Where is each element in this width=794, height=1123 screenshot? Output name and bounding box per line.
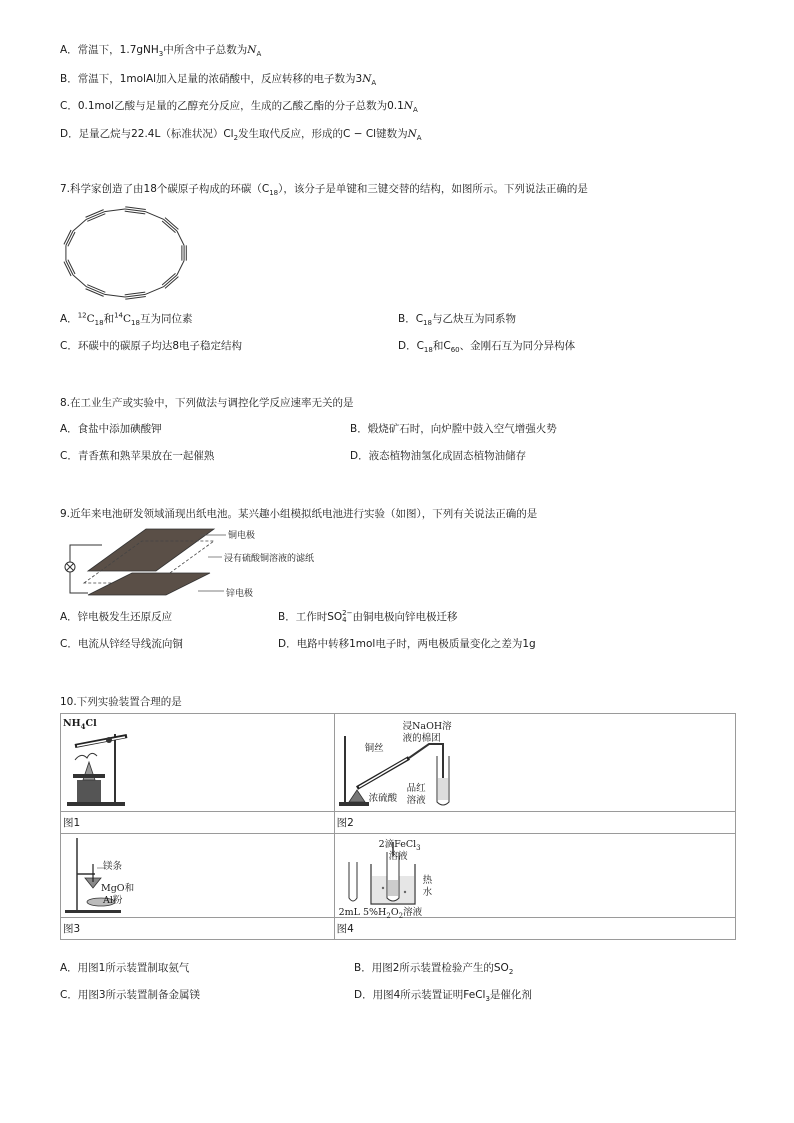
triple-bond-line	[165, 218, 178, 230]
triple-bond-line	[162, 273, 175, 285]
label-zinc-electrode: 锌电极	[226, 589, 254, 599]
q6-option-a: A．常温下，1.7gNH$_3$中所含中子总数为$N_A$	[60, 44, 262, 59]
q9-option-d: D．电路中转移1mol电子时，两电极质量变化之差为1g	[278, 638, 536, 650]
q9-option-c: C．电流从锌经导线流向铜	[60, 638, 183, 650]
q7-option-d: D．$C_{18}$和$C_{60}$、金刚石互为同分异构体	[398, 340, 576, 355]
single-bond-line	[104, 209, 125, 212]
triple-bond-line	[164, 219, 177, 231]
fig4-label-hot-1: 热	[422, 875, 433, 886]
q8-option-d: D．液态植物油氢化成固态植物油储存	[350, 450, 527, 462]
fig4-cell	[334, 834, 735, 918]
fig1-cell	[61, 714, 335, 812]
q9-stem: 9.近年来电池研发领域涌现出纸电池。某兴趣小组模拟纸电池进行实验（如图），下列有关说法正确的是	[60, 508, 538, 520]
fig2-label-naoh-2: 液的棉团	[402, 733, 441, 744]
fig4-label-fecl3-2: 溶液	[388, 851, 408, 862]
q10-figure-table	[60, 713, 736, 940]
q8-option-a: A．食盐中添加碘酸钾	[60, 423, 162, 435]
q6-option-d: D．足量乙烷与22.4L（标准状况）$Cl_2$发生取代反应，形成的C − Cl键数为$N_A$	[60, 128, 422, 143]
triple-bond-line	[162, 221, 175, 233]
fig4-label-fecl3-1: 2滴FeCl$_3$	[378, 839, 421, 852]
q9-option-b: B．工作时SO 2− 4 由铜电极向锌电极迁移	[278, 609, 458, 624]
q8-option-c: C．青香蕉和熟苹果放在一起催熟	[60, 450, 215, 462]
fig1-label: $NH_4Cl$	[63, 718, 97, 731]
q9-option-a: A．锌电极发生还原反应	[60, 611, 173, 623]
fig1-apparatus	[61, 714, 151, 810]
single-bond-line	[177, 231, 184, 245]
fig3-label-mg: 镁条	[103, 861, 123, 872]
q10-option-d: D．用图4所示装置证明FeCl$_3$是催化剂	[354, 989, 532, 1004]
q7-stem: 7.科学家创造了由18个碳原子构成的环碳$(C_{18})$，该分子是单键和三键交替的结构，如图所示。下列说法正确的是	[60, 183, 588, 198]
label-copper-electrode: 铜电极	[228, 531, 256, 541]
fig2-label-red-2: 溶液	[406, 795, 426, 806]
fig2-label-copper: 铜丝	[364, 743, 384, 754]
fig3-label-mgo-2: Al粉	[103, 895, 123, 906]
single-bond-line	[104, 294, 125, 297]
single-bond-line	[73, 275, 86, 287]
q8-stem: 8.在工业生产或实验中，下列做法与调控化学反应速率无关的是	[60, 397, 354, 409]
q10-option-b: B．用图2所示装置检验产生的$SO_2$	[354, 962, 514, 977]
q6-option-b: B．常温下，1molAl加入足量的浓硝酸中，反应转移的电子数为$3N_A$	[60, 73, 377, 88]
q7-option-c: C．环碳中的碳原子均达8电子稳定结构	[60, 340, 243, 352]
q10-option-a: A．用图1所示装置制取氨气	[60, 962, 190, 974]
q7-option-b: B．$C_{18}$与乙炔互为同系物	[398, 313, 516, 328]
zinc-electrode	[88, 573, 210, 595]
label-filter-paper: 浸有硫酸铜溶液的滤纸	[224, 554, 315, 564]
fig2-caption: 图2	[334, 812, 735, 834]
copper-electrode	[88, 529, 214, 571]
single-bond-line	[146, 212, 164, 220]
fig3-caption: 图3	[61, 918, 335, 940]
triple-bond-line	[164, 275, 177, 287]
single-bond-line	[177, 261, 184, 275]
fig2-label-red-1: 品红	[406, 783, 426, 794]
q7-option-a: A．$^{12}C_{18}$和$^{14}C_{18}$互为同位素	[60, 311, 193, 328]
q6-option-c: C．0.1mol乙酸与足量的乙醇充分反应，生成的乙酸乙酯的分子总数为$0.1N_A$	[60, 100, 418, 115]
q8-option-b: B．煅烧矿石时，向炉膛中鼓入空气增强火势	[350, 423, 557, 435]
triple-bond-line	[165, 277, 178, 289]
fig3-label-mgo-1: MgO和	[101, 883, 135, 894]
q10-option-c: C．用图3所示装置制备金属镁	[60, 989, 201, 1001]
fig1-caption: 图1	[61, 812, 335, 834]
fig2-label-acid: 浓硫酸	[368, 793, 398, 804]
fig3-cell	[61, 834, 335, 918]
cyclocarbon-ring-figure	[58, 202, 192, 304]
fig4-caption: 图4	[334, 918, 735, 940]
fig2-label-naoh-1: 浸NaOH溶	[402, 721, 452, 732]
fig4-label-hot-2: 水	[422, 887, 433, 898]
single-bond-line	[73, 219, 86, 231]
fig2-cell	[334, 714, 735, 812]
q10-stem: 10.下列实验装置合理的是	[60, 696, 182, 708]
fig4-label-h2o2: 2mL $5\%H_2O_2$溶液	[338, 907, 423, 920]
single-bond-line	[146, 287, 164, 295]
paper-battery-figure	[60, 527, 322, 602]
